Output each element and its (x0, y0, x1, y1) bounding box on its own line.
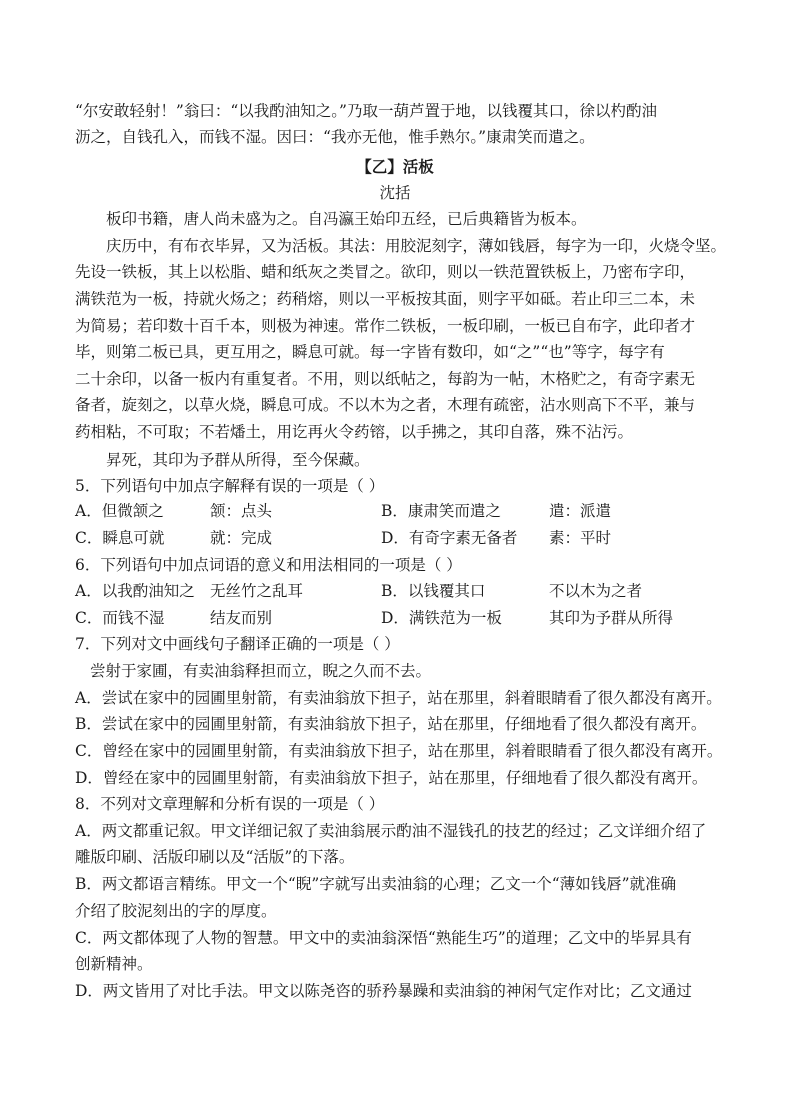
passage-yi-para2-line: 庆历中，有布衣毕昇，又为活板。其法：用胶泥刻字，薄如钱唇，每字为一印，火烧令坚。 (106, 237, 727, 255)
option-d[interactable]: D．满铁范为一板 (381, 609, 502, 627)
option-b[interactable]: B．两文都语言精练。甲文一个“睨”字就写出卖油翁的心理；乙文一个“薄如钱唇”就准确 (75, 875, 677, 893)
question-8-stem: 8．不列对文章理解和分析有误的一项是（ ） (75, 795, 385, 813)
question-5-options-row (75, 501, 725, 521)
option-d-compare: 其印为予群从所得 (549, 609, 674, 627)
passage-yi-author: 沈括 (379, 184, 411, 202)
passage-yi-para2-line: 满铁范为一板，持就火炀之；药稍熔，则以一平板按其面，则字平如砥。若止印三二本，未 (75, 290, 696, 308)
option-b[interactable]: B．康肃笑而遣之 (381, 502, 501, 520)
passage-yi-title: 【乙】活板 (356, 157, 434, 176)
question-6-stem: 6．下列语句中加点词语的意义和用法相同的一项是（ ） (75, 556, 462, 574)
question-6-options-row (75, 581, 725, 601)
option-d-gloss: 素：平时 (549, 529, 612, 547)
passage-yi-para2-line: 备者，旋刻之，以草火烧，瞬息可成。不以木为之者，木理有疏密，沾水则高下不平，兼与 (75, 396, 696, 414)
option-c-continued: 创新精神。 (75, 955, 153, 973)
passage-yi-para1: 板印书籍，唐人尚未盛为之。自冯瀛王始印五经，已后典籍皆为板本。 (106, 210, 587, 228)
option-a[interactable]: A．但微颔之 (75, 502, 164, 520)
question-6-options-row (75, 608, 725, 628)
passage-yi-para2-line: 二十余印，以备一板内有重复者。不用，则以纸帖之，每韵为一帖，木格贮之，有奇字素无 (75, 370, 696, 388)
passage-yi-para3: 昇死，其印为予群从所得，至今保藏。 (106, 451, 370, 469)
option-c[interactable]: C．而钱不湿 (75, 609, 165, 627)
question-5-stem: 5．下列语句中加点字解释有误的一项是（ ） (75, 477, 385, 495)
passage-yi-para2-line: 毕，则第二板已具，更互用之，瞬息可就。每一字皆有数印，如“之”“也”等字，每字有 (75, 343, 665, 361)
option-d[interactable]: D．有奇字素无备者 (381, 529, 518, 547)
option-a[interactable]: A．尝试在家中的园圃里射箭，有卖油翁放下担子，站在那里，斜着眼睛看了很久都没有离开。 (75, 689, 722, 707)
option-c-gloss: 就：完成 (210, 529, 273, 547)
passage-jia-line: “尔安敢轻射！”翁曰：“以我酌油知之。”乃取一葫芦置于地，以钱覆其口，徐以杓酌油 (75, 102, 657, 120)
option-b[interactable]: B．以钱覆其口 (381, 582, 486, 600)
option-d[interactable]: D．两文皆用了对比手法。甲文以陈尧咨的骄矜暴躁和卖油翁的神闲气定作对比；乙文通过 (75, 982, 692, 1000)
option-c[interactable]: C．两文都体现了人物的智慧。甲文中的卖油翁深悟“熟能生巧”的道理；乙文中的毕昇具有 (75, 929, 692, 947)
option-c-compare: 结友而别 (210, 609, 273, 627)
question-7-quote: 尝射于家圃，有卖油翁释担而立，睨之久而不去。 (90, 662, 432, 680)
option-c[interactable]: C．曾经在家中的园圃里射箭，有卖油翁放下担子，站在那里，斜着眼睛看了很久都没有离开。 (75, 742, 723, 760)
question-7-stem: 7．下列对文中画线句子翻译正确的一项是（ ） (75, 635, 400, 653)
option-a[interactable]: A．以我酌油知之 (75, 582, 195, 600)
option-b[interactable]: B．尝试在家中的园圃里射箭，有卖油翁放下担子，站在那里，仔细地看了很久都没有离开。 (75, 715, 707, 733)
option-b-continued: 介绍了胶泥刻出的字的厚度。 (75, 902, 277, 920)
option-a-gloss: 颔：点头 (210, 502, 273, 520)
option-a-continued: 雕版印刷、活版印刷以及“活版”的下落。 (75, 848, 355, 866)
option-d[interactable]: D．曾经在家中的园圃里射箭，有卖油翁放下担子，站在那里，仔细地看了很久都没有离开。 (75, 769, 708, 787)
option-a[interactable]: A．两文都重记叙。甲文详细记叙了卖油翁展示酌油不湿钱孔的技艺的经过；乙文详细介绍了 (75, 822, 707, 840)
question-5-options-row (75, 528, 725, 548)
option-a-compare: 无丝竹之乱耳 (210, 582, 304, 600)
passage-jia-line: 沥之，自钱孔入，而钱不湿。因曰：“我亦无他，惟手熟尔。”康肃笑而遣之。 (75, 128, 595, 146)
passage-yi-para2-line: 为简易；若印数十百千本，则极为神速。常作二铁板，一板印刷，一板已自布字，此印者才 (75, 317, 696, 335)
option-c[interactable]: C．瞬息可就 (75, 529, 165, 547)
passage-yi-para2-line: 药相粘，不可取；不若燔土，用讫再火令药镕，以手拂之，其印自落，殊不沾污。 (75, 423, 634, 441)
option-b-gloss: 遣：派遣 (549, 502, 612, 520)
passage-yi-para2-line: 先设一铁板，其上以松脂、蜡和纸灰之类冒之。欲印，则以一铁范置铁板上，乃密布字印， (75, 263, 696, 281)
option-b-compare: 不以木为之者 (549, 582, 643, 600)
